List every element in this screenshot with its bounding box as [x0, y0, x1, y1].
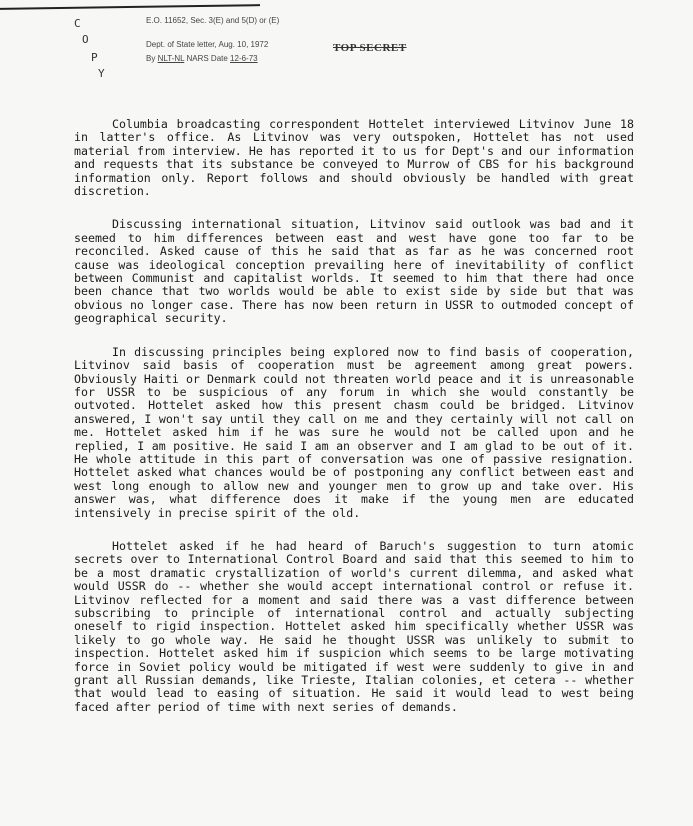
- copy-letter-y: Y: [98, 67, 105, 80]
- signature-prefix: By: [146, 54, 156, 63]
- copy-letter-c: C: [74, 17, 81, 30]
- declassification-stamp: [146, 14, 346, 66]
- handwritten-signature: NLT-NL: [157, 54, 185, 63]
- copy-letter-p: P: [91, 51, 98, 64]
- top-margin-rule: [0, 4, 260, 10]
- declassification-date: 12-6-73: [230, 54, 258, 63]
- copy-stamp: [70, 12, 110, 82]
- declassification-letter: Dept. of State letter, Aug. 10, 1972: [146, 40, 269, 49]
- paragraph-1: Columbia broadcasting correspondent Hottelet interviewed Litvinov June 18 in latter's office. As Litvinov was very outspoken, Hottelet has not used material from interview. He has reported it to us for Dept's and our information and requests that its substance be conveyed to Murrow of CBS for his background information only. Report follows and should obviously be handled with great discretion.: [74, 117, 634, 199]
- paragraph-4: Hottelet asked if he had heard of Baruch's suggestion to turn atomic secrets over to International Control Board and said that this seemed to him to be a most dramatic crystallization of world's current dilemma, and asked what would USSR do -- whether she would accept international control or refuse it. Litvinov reflected for a moment and said there was a vast difference between subscribing to principle of international control and actually subjecting oneself to rigid inspection. Hottelet asked him specifically whether USSR was likely to go whole way. He said he thought USSR was unlikely to submit to inspection. Hottelet asked him if suspicion which seems to be large motivating force in Soviet policy would be mitigated if west were suddenly to give in and grant all Russian demands, like Trieste, Italian colonies, et cetera -- whether that would lead to easing of situation. He said it would lead to west being faced after period of time with next series of demands.: [74, 538, 634, 714]
- copy-letter-o: O: [82, 33, 89, 46]
- signature-mid: NARS Date: [184, 54, 231, 63]
- classification-marking: TOP SECRET: [333, 42, 407, 54]
- paragraph-3: In discussing principles being explored now to find basis of cooperation, Litvinov said basis of cooperation must be agreement among great powers. Obviously Haiti or Denmark could not threaten world peace and it is unreasonable for USSR to be suspicious of any forum in which she would constantly be outvoted. Hottelet asked how this present chasm could be bridged. Litvinov answered, I won't say until they call on me and they certainly will not call on me. Hottelet asked him if he was sure he would not be called upon and he replied, I am positive. He said I am an observer and I am glad to be out of it. He whole attitude in this part of conversation was one of passive resignation. Hottelet asked what chances would be of postponing any conflict between east and west long enough to allow new and younger men to grow up and take over. His answer was, what difference does it make if the young men are educated intensively in precise spirit of the old.: [74, 344, 634, 520]
- paragraph-2: Discussing international situation, Litvinov said outlook was bad and it seemed to him differences between east and west have gone too far to be reconciled. Asked cause of this he said that as far as he was concerned root cause was ideological conception prevailing here of inevitability of conflict between Communist and capitalist worlds. It seemed to him that there had once been chance that two worlds would be able to exist side by side but that was obvious no longer case. There has now been return in USSR to outmoded concept of geographical security.: [74, 217, 634, 326]
- document-body: [74, 118, 634, 734]
- declassification-authority: E.O. 11652, Sec. 3(E) and 5(D) or (E): [146, 16, 280, 25]
- declassification-signature-line: [146, 52, 346, 66]
